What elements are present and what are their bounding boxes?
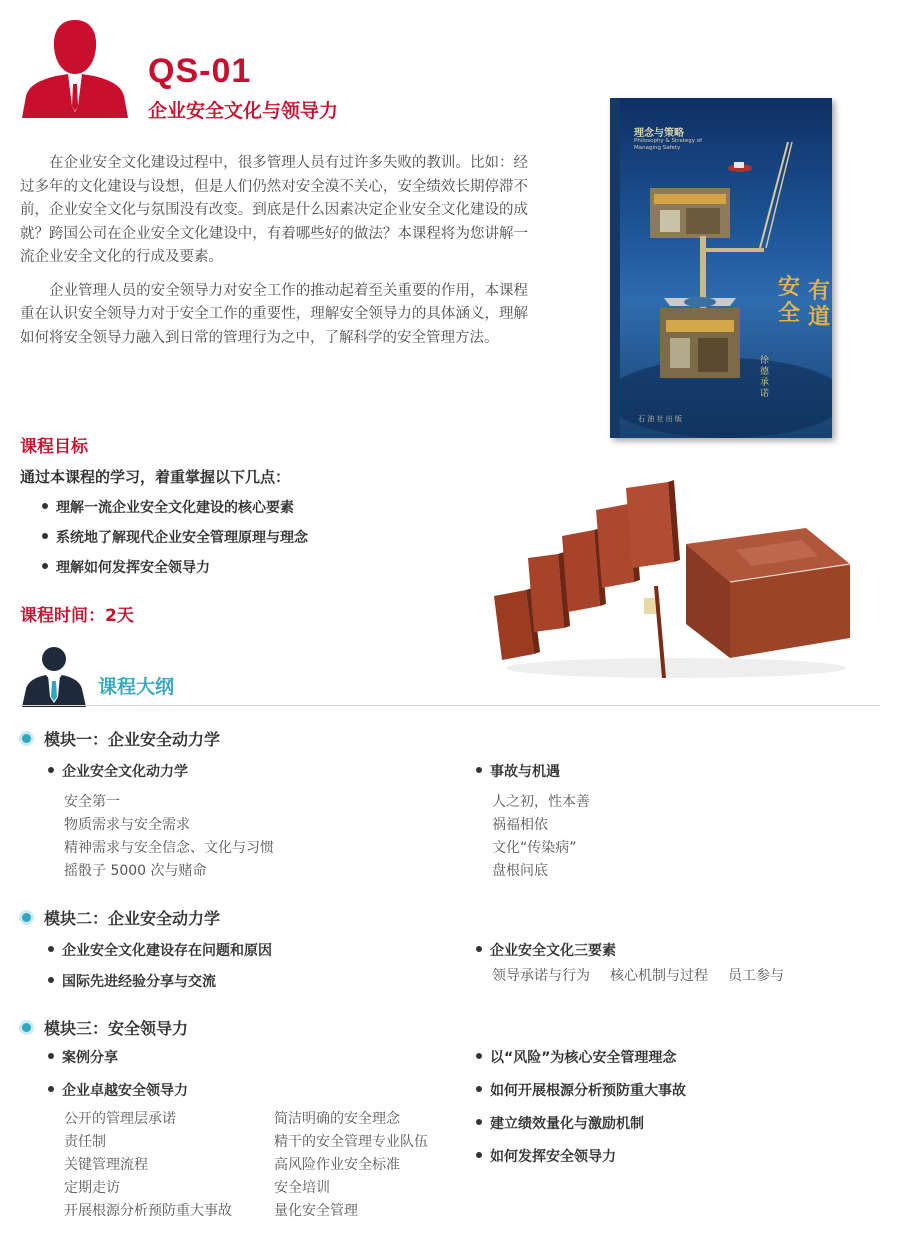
book-author: 徐 德 承 诺 [760, 356, 770, 399]
list-item: 公开的管理层承诺 [64, 1111, 176, 1127]
list-item: 领导承诺与行为 [492, 968, 590, 984]
bullet-icon [476, 767, 482, 773]
bullet-icon [42, 533, 48, 539]
topic-heading: 企业安全文化三要素 [476, 940, 616, 960]
topic-heading: 如何开展根源分析预防重大事故 [476, 1080, 686, 1100]
book-subtitle: Philosophy & Strategy of Managing Safety [634, 138, 703, 151]
wooden-plaques-image [486, 478, 854, 678]
module-bullet-icon [22, 913, 31, 922]
book-publisher: 石 油 社 出 版 [638, 415, 682, 423]
list-item: 文化“传染病” [492, 840, 577, 856]
list-item: 物质需求与安全需求 [64, 817, 190, 833]
topic-items [274, 1108, 428, 1223]
bullet-icon [48, 767, 54, 773]
topic-items [64, 1108, 232, 1223]
intro-paragraph: 企业管理人员的安全领导力对安全工作的推动起着至关重要的作用，本课程重在认识安全领导力对于安全工作的重要性，理解安全领导力的具体涵义，理解如何将安全领导力融入到日常的管理行为之中，了解科学的安全管理方法。 [20, 282, 528, 346]
bullet-icon [476, 946, 482, 952]
list-item: 关键管理流程 [64, 1157, 148, 1173]
list-item: 核心机制与过程 [610, 968, 708, 984]
topic-items [492, 965, 804, 988]
topic-heading: 案例分享 [48, 1047, 118, 1067]
topic-heading: 如何发挥安全领导力 [476, 1146, 616, 1166]
outline-heading: 课程大纲 [98, 676, 175, 698]
list-item: 量化安全管理 [274, 1203, 358, 1219]
list-item: 开展根源分析预防重大事故 [64, 1203, 232, 1219]
bullet-icon [42, 563, 48, 569]
list-item: 精神需求与安全信念、文化与习惯 [64, 840, 274, 856]
list-item: 理解一流企业安全文化建设的核心要素 [42, 497, 308, 527]
list-item: 简洁明确的安全理念 [274, 1111, 400, 1127]
bullet-icon [48, 1086, 54, 1092]
course-duration: 课程时间：2天 [20, 606, 134, 626]
bullet-icon [48, 946, 54, 952]
bullet-icon [48, 977, 54, 983]
list-item: 高风险作业安全标准 [274, 1157, 400, 1173]
topic-heading: 建立绩效量化与激励机制 [476, 1113, 644, 1133]
module-bullet-icon [22, 734, 31, 743]
divider [20, 705, 880, 706]
list-item: 祸福相依 [492, 817, 548, 833]
topic-heading: 企业安全文化建设存在问题和原因 [48, 940, 272, 960]
topic-heading: 以“风险”为核心安全管理理念 [476, 1047, 676, 1067]
topic-heading: 企业安全文化动力学 [48, 761, 188, 781]
module-title: 模块一：企业安全动力学 [22, 727, 220, 750]
list-item: 安全第一 [64, 794, 120, 810]
list-item: 摇骰子 5000 次与赌命 [64, 863, 207, 879]
topic-heading: 事故与机遇 [476, 761, 560, 781]
bullet-icon [476, 1119, 482, 1125]
goals-lead: 通过本课程的学习，着重掌握以下几点： [20, 468, 291, 486]
intro-text [20, 152, 528, 360]
module-title: 模块二：企业安全动力学 [22, 906, 220, 929]
intro-paragraph: 在企业安全文化建设过程中，很多管理人员有过许多失败的教训。比如：经过多年的文化建设与设想，但是人们仍然对安全漠不关心，安全绩效长期停滞不前，企业安全文化与氛围没有改变。到底是什么因素决定企业安全文化建设的成就？跨国公司在企业安全文化建设中，有着哪些好的做法？本课程将为您讲解一流企业安全文化的行成及要素。 [20, 155, 528, 265]
list-item: 定期走访 [64, 1180, 120, 1196]
module-bullet-icon [22, 1023, 31, 1032]
course-title: 企业安全文化与领导力 [148, 100, 339, 122]
list-item: 理解如何发挥安全领导力 [42, 557, 308, 587]
bullet-icon [42, 503, 48, 509]
list-item: 责任制 [64, 1134, 106, 1150]
goals-list [42, 497, 308, 587]
bullet-icon [476, 1086, 482, 1092]
topic-items [64, 791, 274, 883]
topic-heading: 国际先进经验分享与交流 [48, 971, 216, 991]
book-title-part: 安全 [778, 274, 801, 326]
book-series: 理念与策略 [634, 128, 684, 139]
businessman-icon [18, 14, 132, 118]
presenter-icon [20, 645, 88, 707]
topic-heading: 企业卓越安全领导力 [48, 1080, 188, 1100]
goals-heading: 课程目标 [20, 437, 88, 457]
topic-items [492, 791, 590, 883]
bullet-icon [476, 1053, 482, 1059]
bullet-icon [48, 1053, 54, 1059]
course-code: QS-01 [148, 52, 252, 90]
list-item: 人之初，性本善 [492, 794, 590, 810]
list-item: 精干的安全管理专业队伍 [274, 1134, 428, 1150]
list-item: 盘根问底 [492, 863, 548, 879]
list-item: 系统地了解现代企业安全管理原理与理念 [42, 527, 308, 557]
module-title: 模块三：安全领导力 [22, 1016, 188, 1039]
book-title-part: 有道 [808, 278, 831, 330]
book-cover-image [610, 98, 832, 438]
list-item: 安全培训 [274, 1180, 330, 1196]
bullet-icon [476, 1152, 482, 1158]
list-item: 员工参与 [728, 968, 784, 984]
